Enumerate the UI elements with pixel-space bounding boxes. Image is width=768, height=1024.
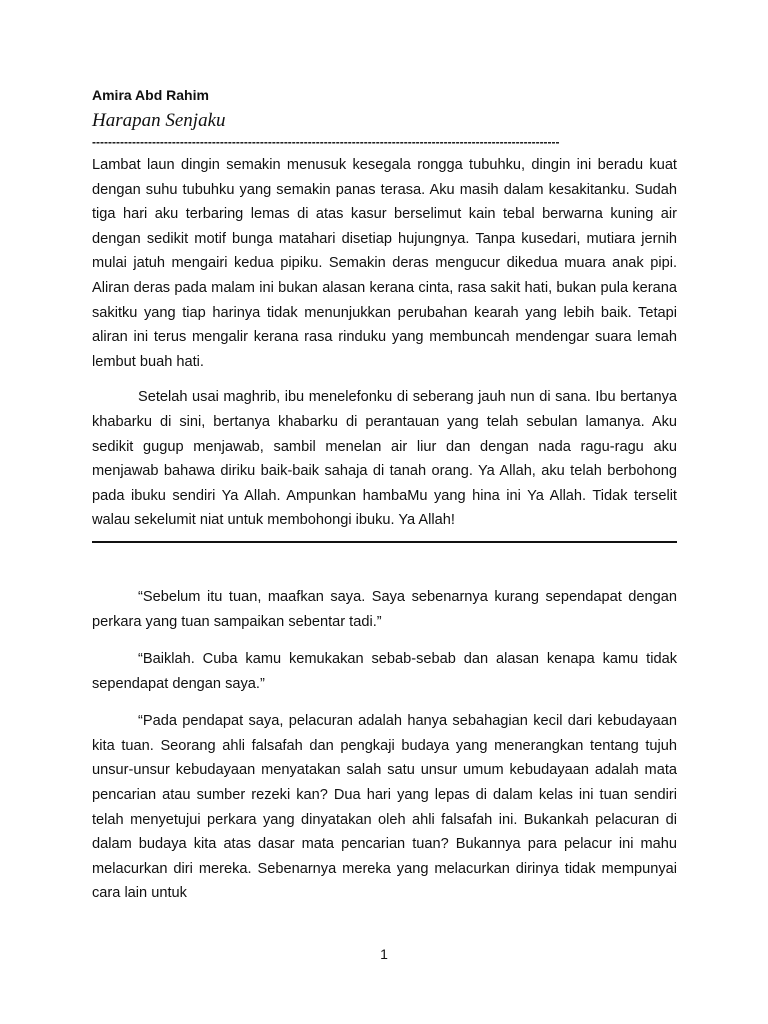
- dialogue-line-3: “Pada pendapat saya, pelacuran adalah hanya sebahagian kecil dari kebudayaan kita tuan. Seorang ahli falsafah dan pengkaji budaya yang menerangkan tentang tujuh unsur-unsur kebudayaan menyatakan salah satu unsur umum kebudayaan adalah mata pencarian atau sumber rezeki kan? Dua hari yang lepas di dalam kelas ini tuan sendiri telah menyetujui perkara yang dinyatakan oleh ahli falsafah ini. Bukankah pelacuran di dalam budaya kita atas dasar mata pencarian tuan? Bukannya para pelacur ini mahu melacurkan diri mereka. Sebenarnya mereka yang melacurkan dirinya tidak mempunyai cara lain untuk: [92, 713, 677, 902]
- dashed-separator: ---------------------------------------------------------------------------------------------------------------------: [92, 135, 560, 149]
- dialogue-line-1: “Sebelum itu tuan, maafkan saya. Saya sebenarnya kurang sependapat dengan perkara yang tuan sampaikan sebentar tadi.”: [92, 588, 677, 630]
- dialogue-line-2: “Baiklah. Cuba kamu kemukakan sebab-sebab dan alasan kenapa kamu tidak sependapat dengan saya.”: [92, 651, 677, 692]
- dialogue-section: [92, 585, 677, 906]
- author-name: Amira Abd Rahim: [92, 87, 209, 103]
- document-page: [92, 86, 677, 906]
- paragraph-2: Setelah usai maghrib, ibu menelefonku di seberang jauh nun di sana. Ibu bertanya khabarku di sini, bertanya khabarku di perantauan yang telah sebulan lamanya. Aku sedikit gugup menjawab, sambil menelan air liur dan dengan nada ragu-ragu aku menjawab bahawa diriku baik-baik sahaja di tanah orang. Ya Allah, aku telah berbohong pada ibuku sendiri Ya Allah. Ampunkan hambaMu yang hina ini Ya Allah. Tidak terselit walau sekelumit niat untuk membohongi ibuku. Ya Allah!: [92, 389, 677, 529]
- page-number: 1: [380, 946, 388, 962]
- paragraph-1: Lambat laun dingin semakin menusuk kesegala rongga tubuhku, dingin ini beradu kuat dengan suhu tubuhku yang semakin panas terasa. Aku masih dalam kesakitanku. Sudah tiga hari aku terbaring lemas di atas kasur berselimut kain tebal berwarna kuning air dengan sedikit motif bunga matahari disetiap hujungnya. Tanpa kusedari, mutiara jernih mulai jatuh mengairi kedua pipiku. Semakin deras mengucur dikedua muara anak pipi. Aliran deras pada malam ini bukan alasan kerana cinta, rasa sakit hati, bukan pula kerana sakitku yang tiap harinya tidak menunjukkan perubahan kearah yang lebih baik. Tetapi aliran ini terus mengalir kerana rasa rinduku yang membuncah mendengar suara lemah lembut buah hati.: [92, 157, 677, 370]
- section-divider: [92, 541, 677, 543]
- story-title: Harapan Senjaku: [92, 110, 226, 131]
